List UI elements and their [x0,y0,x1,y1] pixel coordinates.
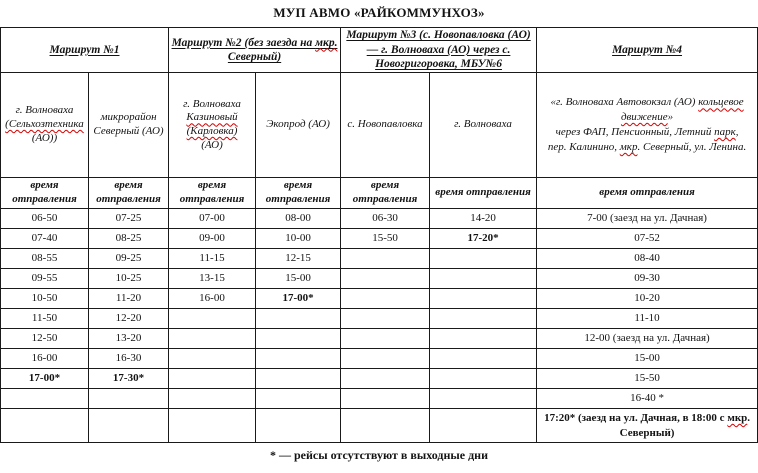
schedule-cell: 06-50 [1,209,89,229]
departure-time-header: время отправления [1,178,89,209]
schedule-cell: 09-55 [1,269,89,289]
schedule-cell [256,309,341,329]
schedule-cell: 11-50 [1,309,89,329]
route-4-description [537,73,758,178]
route-2-label-part: Северный) [227,51,282,63]
route-2-label [172,37,338,63]
misspelled-word: мкр. [315,36,338,49]
schedule-cell [89,409,169,443]
desc-part: «г. Волноваха Автовокзал (АО) [550,96,699,109]
schedule-cell: 09-25 [89,249,169,269]
misspelled-word: парк [714,126,736,138]
schedule-cell: 07-40 [1,229,89,249]
document-title: МУП АВМО «РАЙКОММУНХОЗ» [273,5,485,20]
schedule-cell: 16-00 [169,289,256,309]
schedule-row [1,289,758,309]
desc-part: , [735,126,739,138]
schedule-cell [341,309,430,329]
schedule-cell [341,389,430,409]
schedule-cell: 11-15 [169,249,256,269]
schedule-cell [169,409,256,443]
schedule-cell: 12-00 (заезд на ул. Дачная) [537,329,758,349]
stop-mikroraion-severny: микрорайон Северный (АО) [89,73,169,178]
stop-name-line: (АО) [201,138,223,151]
schedule-cell [256,409,341,443]
schedule-row [1,409,758,443]
schedule-cell: 14-20 [430,209,537,229]
route-4-label: Маршрут №4 [612,43,683,56]
misspelled-word: (Сельхозтехника [5,118,84,131]
schedule-cell: 15-50 [537,369,758,389]
schedule-cell: 15-00 [256,269,341,289]
schedule-cell: 15-00 [537,349,758,369]
schedule-cell [430,369,537,389]
schedule-cell: 15-50 [341,229,430,249]
schedule-cell: 12-50 [1,329,89,349]
stop-novopavlovka: с. Новопавловка [341,73,430,178]
schedule-cell: 17-00* [256,289,341,309]
schedule-cell: 10-00 [256,229,341,249]
schedule-cell: 17-20* [430,229,537,249]
route-header-row [1,28,758,73]
schedule-cell: 16-40 * [537,389,758,409]
schedule-cell: 12-15 [256,249,341,269]
schedule-cell [169,389,256,409]
schedule-row [1,249,758,269]
misspelled-word: кольцевое движение [620,96,744,124]
desc-part: через ФАП, Пенсионный, Летний [555,126,715,138]
route-1-header [1,28,169,73]
schedule-row [1,209,758,229]
schedule-cell [341,269,430,289]
schedule-cell: 10-50 [1,289,89,309]
schedule-row [1,369,758,389]
schedule-table [0,27,758,443]
misspelled-word: мкр [619,140,638,153]
schedule-cell: 16-30 [89,349,169,369]
schedule-cell [341,409,430,443]
stop-name-line: (АО)) [31,131,58,144]
schedule-cell [256,349,341,369]
departure-time-header: время отправления [430,178,537,209]
stop-name-line: г. Волноваха [183,97,241,110]
schedule-cell: 07-52 [537,229,758,249]
schedule-cell: 09-30 [537,269,758,289]
schedule-cell: 11-10 [537,309,758,329]
schedule-cell: 09-00 [169,229,256,249]
schedule-cell: 06-30 [341,209,430,229]
schedule-cell [1,389,89,409]
schedule-cell [430,309,537,329]
schedule-cell: 13-15 [169,269,256,289]
misspelled-word: (Карловка) [186,125,238,137]
route-2-header [169,28,341,73]
schedule-cell [341,329,430,349]
misspelled-word: мкр [727,412,748,425]
schedule-cell [169,369,256,389]
stop-name-line: г. Волноваха [15,104,74,117]
schedule-cell: 11-20 [89,289,169,309]
departure-header-row [1,178,758,209]
departure-time-header: время отправления [89,178,169,209]
desc-part: пер. Калинино, [547,140,620,153]
schedule-cell: 08-55 [1,249,89,269]
footnote: * — рейсы отсутствуют в выходные дни [269,448,488,462]
misspelled-word: Казиновый [186,111,238,124]
schedule-cell [341,249,430,269]
schedule-cell [169,309,256,329]
schedule-cell [430,249,537,269]
schedule-cell: 07-25 [89,209,169,229]
schedule-cell [256,329,341,349]
schedule-cell: 17:20* (заезд на ул. Дачная, в 18:00 с мкр. Северный) [537,409,758,443]
schedule-cell: 12-20 [89,309,169,329]
schedule-row [1,229,758,249]
desc-part: » [667,111,674,124]
schedule-cell: 17-00* [1,369,89,389]
schedule-cell [430,329,537,349]
schedule-cell: 7-00 (заезд на ул. Дачная) [537,209,758,229]
stops-header-row [1,73,758,178]
schedule-cell [341,349,430,369]
schedule-row [1,389,758,409]
stop-volnovakha: г. Волноваха [430,73,537,178]
schedule-row [1,309,758,329]
schedule-body [1,209,758,443]
departure-time-header: время отправления [169,178,256,209]
schedule-cell [1,409,89,443]
route-2-label-part: Маршрут №2 (без заезда на [171,36,316,49]
schedule-cell: 08-00 [256,209,341,229]
route-1-label: Маршрут №1 [49,43,120,56]
departure-time-header: время отправления [537,178,758,209]
schedule-cell [169,349,256,369]
route-4-header [537,28,758,73]
route-4-desc-line [539,140,755,155]
departure-time-header: время отправления [256,178,341,209]
schedule-cell [430,389,537,409]
schedule-cell [430,289,537,309]
route-3-label: Маршрут №3 (с. Новопавловка (АО) — г. Волноваха (АО) через с. Новогригоровка, МБУ№6 [346,29,531,71]
route-4-desc-line [539,95,755,125]
schedule-row [1,349,758,369]
desc-part: . Северный, ул. Ленина. [637,140,747,153]
departure-time-header: время отправления [341,178,430,209]
schedule-cell [430,269,537,289]
schedule-cell: 08-25 [89,229,169,249]
stop-ekoprod: Экопрод (АО) [256,73,341,178]
stop-volnovakha-selkhoztekhnika [1,73,89,178]
stop-volnovakha-kazinovy [169,73,256,178]
schedule-cell [256,389,341,409]
schedule-cell [341,369,430,389]
schedule-cell [256,369,341,389]
schedule-cell [89,389,169,409]
route-4-desc-line [539,125,755,140]
route-3-header [341,28,537,73]
schedule-row [1,269,758,289]
schedule-cell: 10-25 [89,269,169,289]
schedule-cell [430,349,537,369]
schedule-cell: 10-20 [537,289,758,309]
schedule-cell: 16-00 [1,349,89,369]
schedule-cell: 08-40 [537,249,758,269]
schedule-cell: 13-20 [89,329,169,349]
schedule-cell: 17-30* [89,369,169,389]
schedule-cell [169,329,256,349]
schedule-cell [341,289,430,309]
schedule-cell: 07-00 [169,209,256,229]
schedule-cell [430,409,537,443]
schedule-row [1,329,758,349]
